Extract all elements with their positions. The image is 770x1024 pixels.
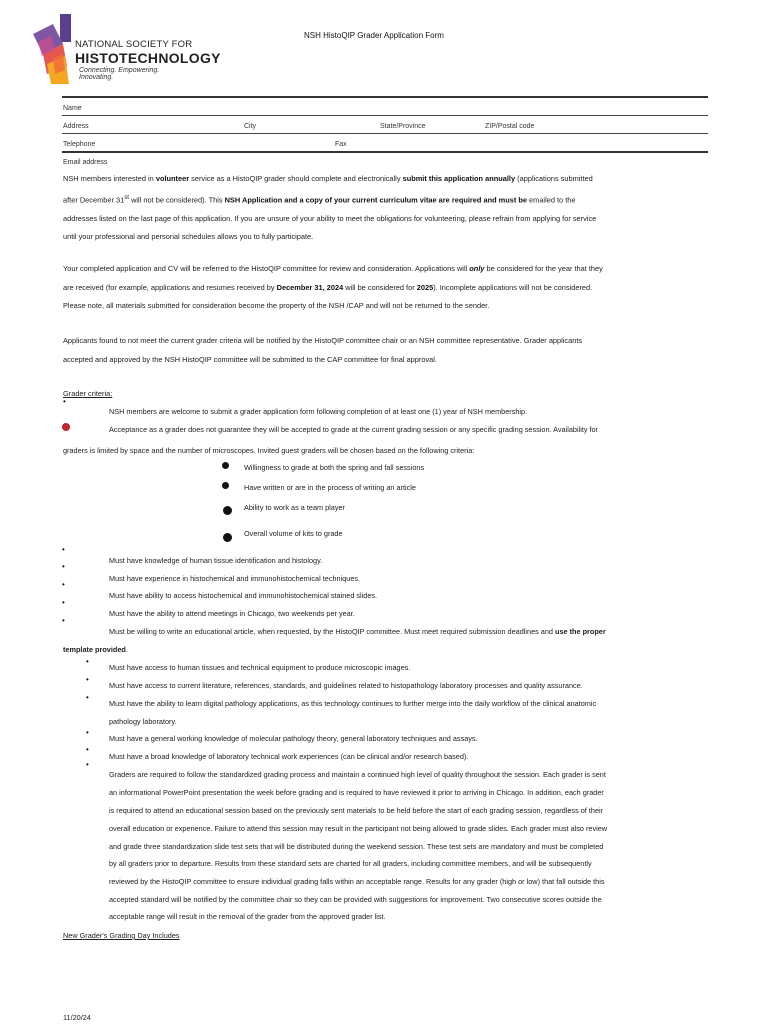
criteria-item-membership: NSH members are welcome to submit a grader application form following completion of at least one (1) year of NSH membership. — [109, 407, 528, 416]
bullet — [223, 506, 232, 515]
bullet — [222, 482, 229, 489]
name-label: Name — [63, 105, 82, 112]
requirement-item: Must have the ability to learn digital pathology applications, as this technology continues to further merge into the daily workflow of the clinical anatomic — [109, 699, 597, 708]
sub-criterion: Have written or are in the process of writing an article — [244, 483, 416, 492]
zip-label: ZIP/Postal code — [485, 123, 535, 130]
sub-criterion: Ability to work as a team player — [244, 503, 345, 512]
graders-paragraph-line: overall education or experience. Failure to attend this session may result in the participant not being allowed to grade slides. Each grader must also review — [109, 824, 608, 833]
graders-paragraph-line: an informational PowerPoint presentation the week before grading and is required to have reviewed it prior to arriving in Chicago. In addition, each grader — [109, 788, 604, 797]
requirement-item: Must have the ability to attend meetings in Chicago, two weekends per year. — [109, 609, 355, 618]
graders-paragraph-line: accepted standard will be notified by the committee chair so they can be provided with suggestions for improvement. Two consecutive scores outside the — [109, 895, 602, 904]
criteria-item-acceptance: Acceptance as a grader does not guarantee they will be accepted to grade at the current grading session or any specific grading session. Availability for — [109, 425, 599, 434]
criteria-item-acceptance-cont: graders is limited by space and the number of microscopes. Invited guest graders will be chosen based on the following criteria: — [63, 446, 475, 455]
bullet: • — [62, 545, 65, 554]
requirement-item-cont: pathology laboratory. — [109, 717, 177, 726]
footer-date: 11/20/24 — [63, 1013, 91, 1022]
logo-tagline: Connecting. Empowering. Innovating. — [79, 67, 160, 81]
address-label: Address — [63, 123, 89, 130]
requirement-item: Must have access to human tissues and technical equipment to produce microscopic images. — [109, 663, 411, 672]
sub-criterion: Willingness to grade at both the spring and fall sessions — [244, 463, 425, 472]
bullet: • — [62, 616, 65, 625]
sub-criterion: Overall volume of kits to grade — [244, 529, 343, 538]
requirement-item: Must have a general working knowledge of molecular pathology theory, general laboratory techniques and assays. — [109, 734, 478, 743]
bullet — [223, 533, 232, 542]
city-label: City — [244, 123, 257, 130]
page-title: NSH HistoQIP Grader Application Form — [304, 31, 444, 40]
telephone-label: Telephone — [63, 141, 96, 148]
graders-paragraph-line: acceptable range will result in the removal of the grader from the approved grader list. — [109, 912, 386, 921]
intro-paragraph-3: Applicants found to not meet the current grader criteria will be notified by the HistoQIP committee chair or an NSH committee representative. Grader applicants accepted and approved by the NSH HistoQIP committee will be submitted to the CAP committee for final approval. — [63, 336, 583, 364]
divider-top — [62, 96, 708, 98]
requirement-item: Must have access to current literature, references, standards, and guidelines related to histopathology laboratory processes and quality assurance. — [109, 681, 583, 690]
bullet: • — [62, 598, 65, 607]
intro-paragraph-1: NSH members interested in volunteer service as a HistoQIP grader should complete and electronically submit this application annually (applications submitted after December 31st will not be considered). This NSH Application and a copy of your current curriculum vitae are required and must be emailed to the addresses listed on the last page of this application. If you are unsure of your ability to meet the obligations for volunteering, please refrain from applying for service until your professional and personal schedules allows you to fully participate. — [63, 174, 597, 242]
graders-paragraph-line: by all graders prior to departure. Results from these standard sets are charted for all graders, including committee members, and will be subsequently — [109, 859, 592, 868]
graders-paragraph-line: and grade three standardization slide test sets that will be distributed during the weekend session. These test sets are mandatory and must be completed — [109, 842, 604, 851]
graders-paragraph-line: is required to attend an educational session based on the previously sent materials to be held before the start of each grading session, regardless of their — [109, 806, 604, 815]
criteria-heading: Grader criteria: — [63, 389, 113, 398]
email-label: Email address — [63, 159, 108, 166]
bullet: • — [62, 580, 65, 589]
bullet — [222, 462, 229, 469]
requirement-item: Must have ability to access histochemical and immunohistochemical stained slides. — [109, 591, 378, 600]
nsh-logo — [33, 14, 221, 84]
name-line — [62, 115, 708, 116]
requirement-item: Must have a broad knowledge of laboratory technical work experiences (can be clinical and/or research based). — [109, 752, 469, 761]
state-label: State/Province — [380, 123, 426, 130]
bullet: • — [62, 562, 65, 571]
requirement-item: Must have knowledge of human tissue identification and histology. — [109, 556, 323, 565]
grading-day-heading: New Grader's Grading Day Includes — [63, 931, 180, 940]
bullet: • — [86, 657, 89, 666]
graders-paragraph-line: reviewed by the HistoQIP committee to ensure individual grading falls within an acceptable range. Results for any grader (high or low) that fall outside this — [109, 877, 605, 886]
bullet: • — [86, 745, 89, 754]
intro-paragraph-2: Your completed application and CV will be referred to the HistoQIP committee for review and consideration. Applications will only be considered for the year that they are received (for example, applications and resumes received by December 31, 2024 will be considered for 2025). Incomplete applications will not be considered. Please note, all materials submitted for consideration become the property of the NSH /CAP and will not be returned to the sender. — [63, 264, 603, 311]
bullet: • — [86, 728, 89, 737]
bullet: • — [86, 760, 89, 769]
phone-line — [62, 151, 708, 153]
requirement-item: Must have experience in histochemical and immunohistochemical techniques. — [109, 574, 361, 583]
bullet-red — [62, 423, 70, 431]
bullet: • — [86, 675, 89, 684]
requirement-item-article-cont: template provided. — [63, 645, 128, 654]
logo-line-2: HISTOTECHNOLOGY — [75, 50, 221, 66]
bullet: • — [63, 397, 66, 406]
fax-label: Fax — [335, 141, 347, 148]
requirement-item-article: Must be willing to write an educational article, when requested, by the HistoQIP committee. Must meet required submission deadlines and use the proper — [109, 627, 606, 636]
graders-paragraph-line: Graders are required to follow the standardized grading process and maintain a continued high level of quality throughout the session. Each grader is sent — [109, 770, 606, 779]
address-line — [62, 133, 708, 134]
bullet: • — [86, 693, 89, 702]
logo-line-1: NATIONAL SOCIETY FOR — [75, 39, 193, 50]
